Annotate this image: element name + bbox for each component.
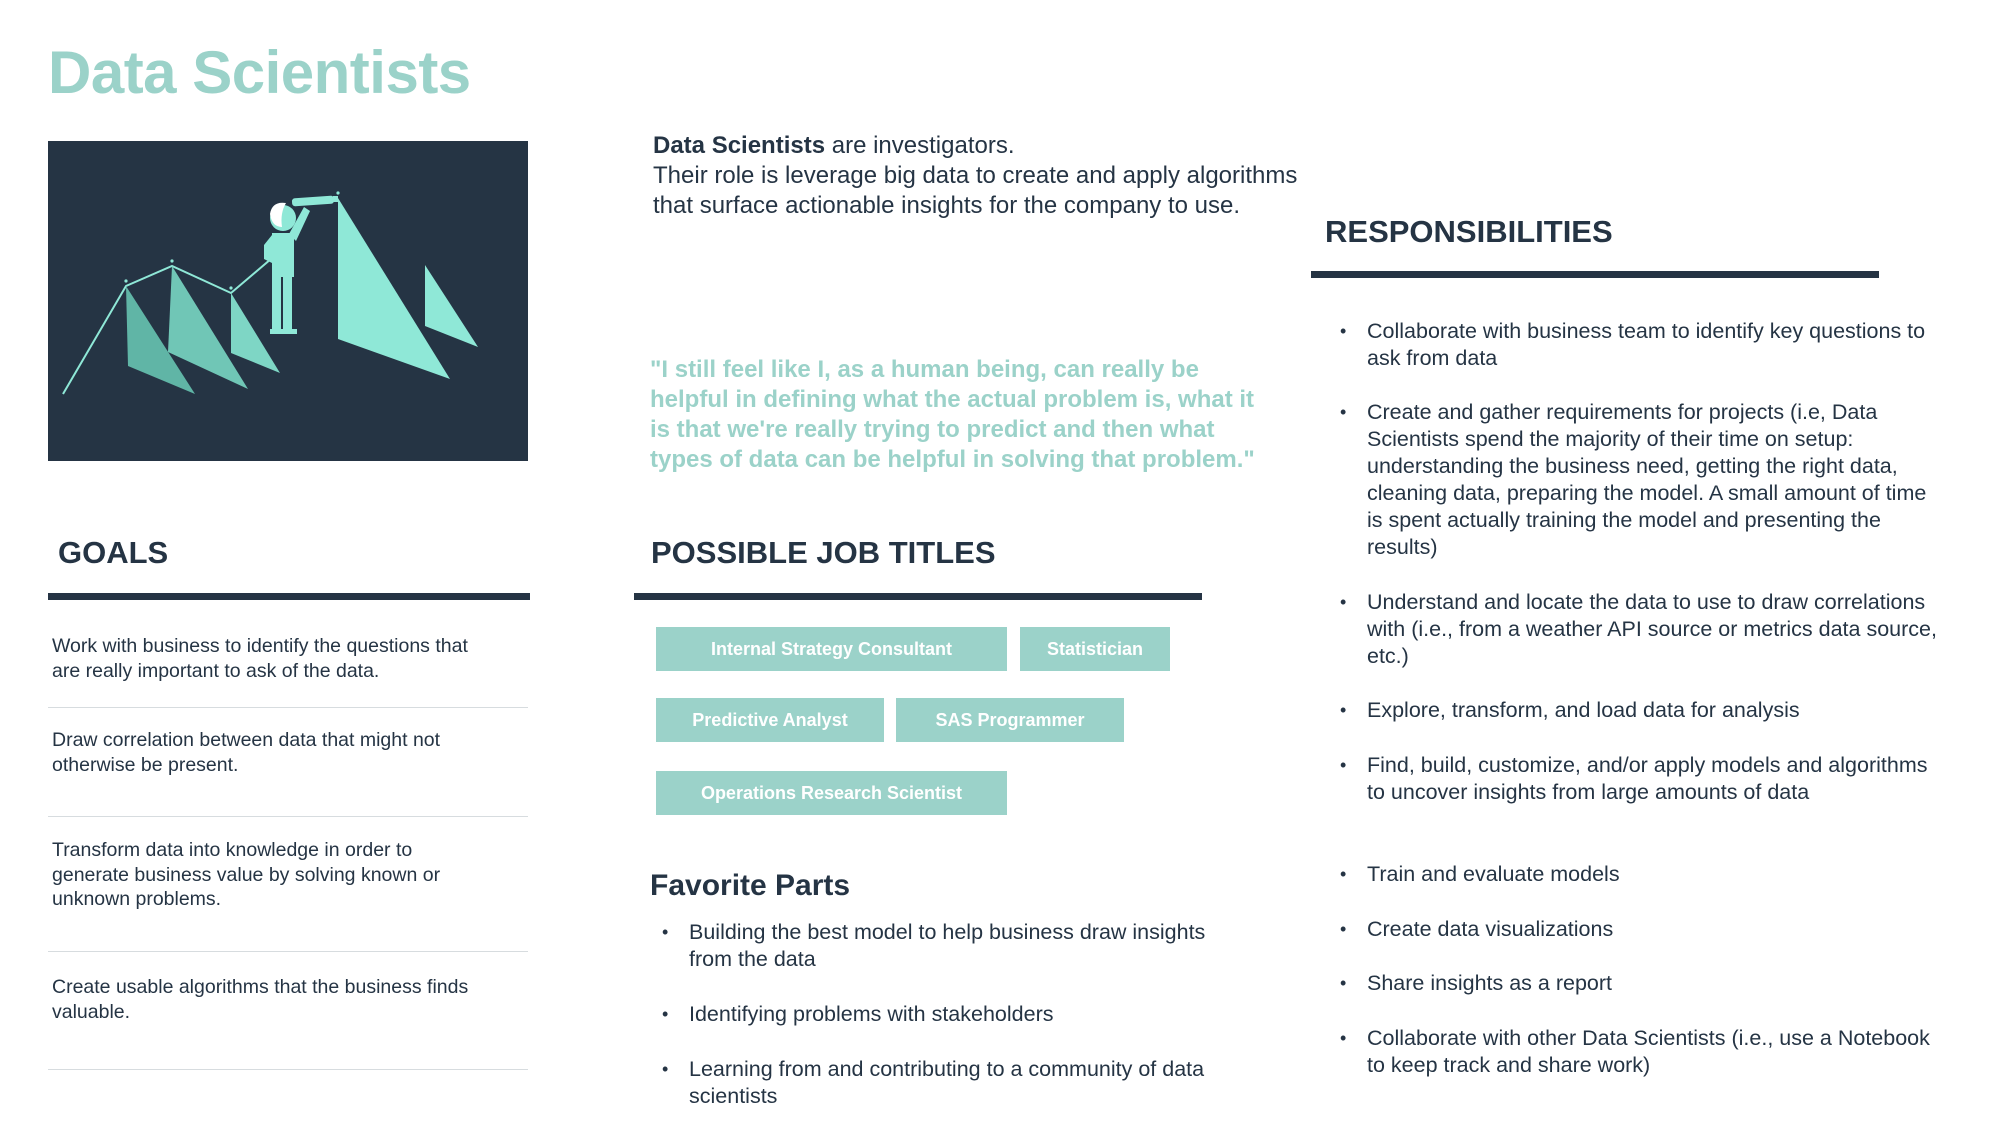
goal-item — [48, 817, 528, 952]
bullet-dot-icon: • — [662, 1059, 669, 1079]
goal-text: Create usable algorithms that the business finds valuable. — [52, 976, 469, 1023]
responsibility-text: Find, build, customize, and/or apply models and algorithms to uncover insights from large amounts of data — [1367, 753, 1928, 804]
goals-heading: GOALS — [58, 535, 169, 570]
goal-text: Transform data into knowledge in order to generate business value by solving known or unknown problems. — [52, 839, 441, 910]
bullet-dot-icon: • — [1340, 700, 1347, 720]
intro-line-2: Their role is leverage big data to create and apply algorithms that surface actionable insights for the company to use. — [653, 162, 1298, 219]
page-title: Data Scientists — [48, 39, 471, 106]
responsibilities-heading: RESPONSIBILITIES — [1325, 214, 1613, 249]
favorite-part-text: Building the best model to help business draw insights from the data — [689, 920, 1206, 971]
favorite-parts-heading: Favorite Parts — [650, 869, 851, 902]
intro-bold: Data Scientists — [653, 132, 826, 159]
responsibility-text: Understand and locate the data to use to draw correlations with (i.e., from a weather API source or metrics data source, etc.) — [1367, 590, 1937, 668]
responsibility-text: Explore, transform, and load data for analysis — [1367, 698, 1800, 722]
bullet-dot-icon: • — [1340, 402, 1347, 422]
bullet-dot-icon: • — [1340, 864, 1347, 884]
bullet-dot-icon: • — [1340, 919, 1347, 939]
job-title-chip: SAS Programmer — [896, 698, 1124, 742]
job-title-chip: Predictive Analyst — [656, 698, 884, 742]
intro-text — [653, 131, 1303, 221]
responsibilities-divider — [1311, 271, 1879, 278]
bullet-dot-icon: • — [1340, 1028, 1347, 1048]
intro-rest: are investigators. — [825, 132, 1015, 159]
quote: "I still feel like I, as a human being, can really be helpful in defining what the actual problem is, what it is that we're really trying to predict and then what types of data can be helpful in solving that problem." — [650, 356, 1255, 473]
bullet-dot-icon: • — [1340, 592, 1347, 612]
goals-divider — [48, 593, 530, 600]
responsibility-text: Collaborate with business team to identify key questions to ask from data — [1367, 319, 1926, 370]
responsibility-text: Share insights as a report — [1367, 971, 1612, 995]
responsibility-text: Create data visualizations — [1367, 917, 1614, 941]
job-title-chip: Internal Strategy Consultant — [656, 627, 1007, 671]
goal-text: Work with business to identify the questions that are really important to ask of the data. — [52, 635, 468, 682]
bullet-dot-icon: • — [1340, 755, 1347, 775]
intro-line-1 — [653, 131, 1303, 161]
goal-item — [48, 708, 528, 817]
job-title-chip: Operations Research Scientist — [656, 771, 1007, 815]
person-with-telescope-illustration — [48, 141, 528, 461]
favorite-part-text: Learning from and contributing to a community of data scientists — [689, 1057, 1205, 1108]
bullet-dot-icon: • — [1340, 973, 1347, 993]
bullet-dot-icon: • — [662, 922, 669, 942]
bullet-dot-icon: • — [662, 1004, 669, 1024]
job-titles-heading: POSSIBLE JOB TITLES — [651, 535, 996, 570]
responsibility-text: Collaborate with other Data Scientists (i.e., use a Notebook to keep track and share work) — [1367, 1026, 1930, 1077]
job-titles-divider — [634, 593, 1202, 600]
job-title-chip: Statistician — [1020, 627, 1170, 671]
goal-item — [48, 952, 528, 1070]
responsibility-text: Create and gather requirements for projects (i.e, Data Scientists spend the majority of their time on setup: understanding the business need, getting the right data, cleaning data, preparing the model. A small amount of time is spent actually training the model and presenting the results) — [1367, 400, 1927, 559]
bullet-dot-icon: • — [1340, 321, 1347, 341]
goal-item — [48, 620, 528, 708]
responsibility-text: Train and evaluate models — [1367, 862, 1620, 886]
favorite-part-text: Identifying problems with stakeholders — [689, 1002, 1054, 1026]
goal-text: Draw correlation between data that might not otherwise be present. — [52, 729, 441, 776]
